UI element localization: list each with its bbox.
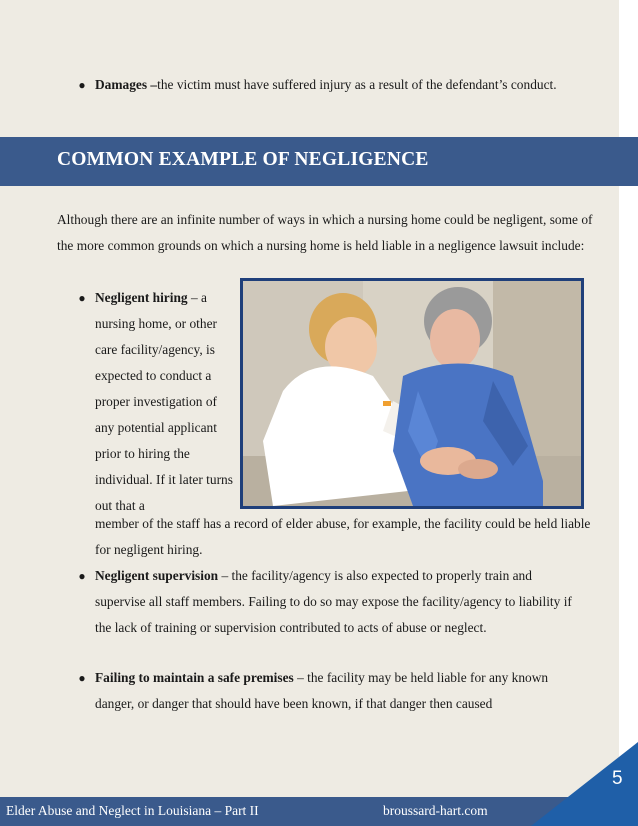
footer-website: broussard-hart.com xyxy=(383,803,488,818)
bullet-negligent-hiring-continued: member of the staff has a record of elder abuse, for example, the facility could be held liable for negligent hiring. xyxy=(95,516,591,557)
bullet-text: – the facility/agency is also expected to properly train and supervise all staff members. Failing to do so may expose the facility/agency to liability if the lack of training or supervision contributed to acts of abuse or neglect. xyxy=(95,568,572,635)
bullet-dot-icon: ● xyxy=(78,671,86,685)
bullet-dot-icon: ● xyxy=(78,569,86,583)
bullet-text: – a nursing home, or other care facility/agency, is expected to conduct a proper investigation of any potential applicant prior to hiring the individual. If it later turns out that a xyxy=(95,290,233,513)
bullet-term: Damages – xyxy=(95,77,158,92)
bullet-dot-icon: ● xyxy=(78,78,86,92)
bullet-text: the victim must have suffered injury as a result of the defendant’s conduct. xyxy=(157,77,557,92)
section-title: COMMON EXAMPLE OF NEGLIGENCE xyxy=(57,149,429,170)
bullet-negligent-supervision xyxy=(78,563,585,641)
section-banner xyxy=(0,137,638,186)
bullet-term: Negligent hiring xyxy=(95,290,188,305)
intro-paragraph: Although there are an infinite number of ways in which a nursing home could be negligent, some of the more common grounds on which a nursing home is held liable in a negligence lawsuit include: xyxy=(57,212,593,253)
bullet-term: Negligent supervision xyxy=(95,568,219,583)
bullet-damages xyxy=(78,72,565,98)
nurse-elderly-woman-photo xyxy=(240,278,584,509)
page-number: 5 xyxy=(612,768,623,789)
footer-title: Elder Abuse and Neglect in Louisiana – Part II xyxy=(6,803,259,818)
bullet-text: – the facility may be held liable for any known danger, or danger that should have been known, if that danger then caused xyxy=(95,670,549,711)
bullet-term: Failing to maintain a safe premises xyxy=(95,670,294,685)
bullet-dot-icon: ● xyxy=(78,291,86,305)
bullet-negligent-hiring xyxy=(78,285,235,519)
bullet-safe-premises xyxy=(78,665,585,717)
